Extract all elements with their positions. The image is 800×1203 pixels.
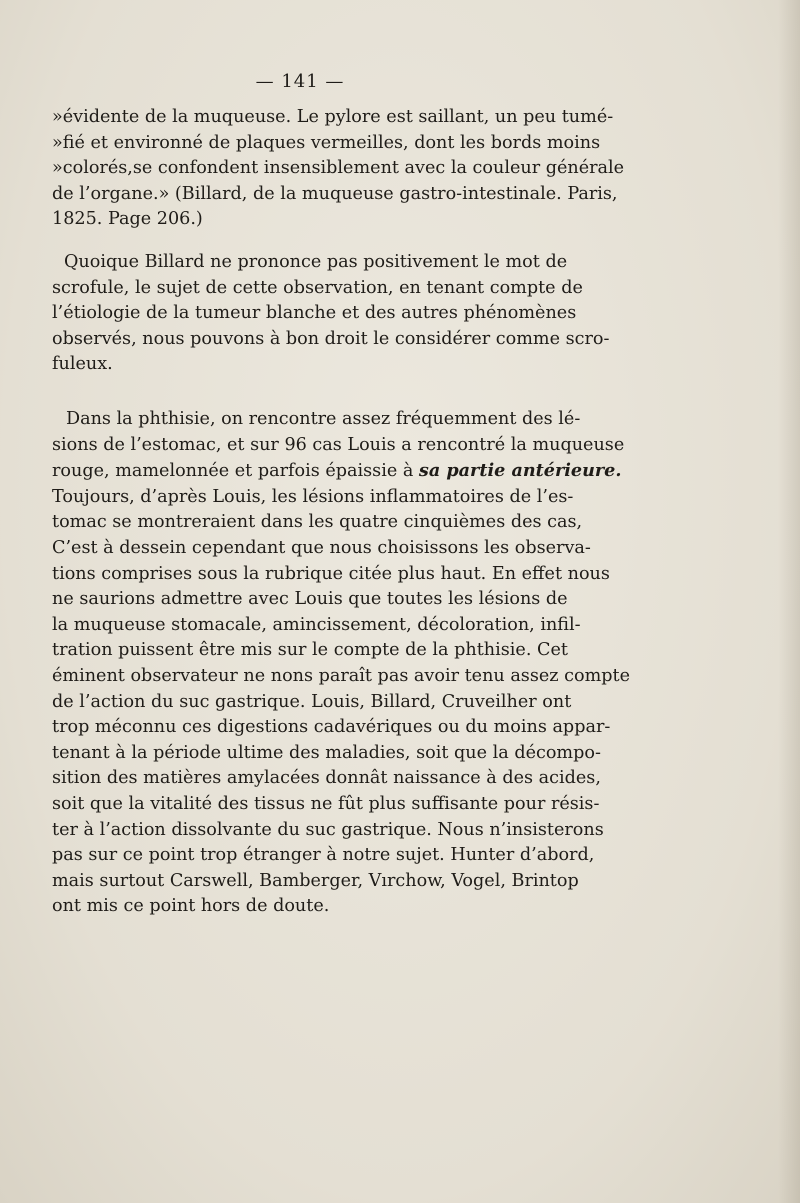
italic-fragment: sa partie antérieure. — [418, 460, 622, 482]
text-line: 1825. Page 206.) — [52, 209, 203, 230]
text-line: »colorés,se confondent insensiblement avec la couleur générale — [52, 158, 625, 179]
text-line: la muqueuse stomacale, amincissement, décoloration, infil- — [52, 614, 581, 635]
text-line: trop méconnu ces digestions cadavériques ou du moins appar- — [52, 717, 611, 738]
text-line: Quoique Billard ne prononce pas positivement le mot de — [64, 252, 568, 272]
text-line: éminent observateur ne nons paraît pas avoir tenu assez compte — [52, 665, 631, 686]
text-line: ter à l’action dissolvante du suc gastrique. Nous n’insisterons — [52, 819, 604, 840]
text-line: ne saurions admettre avec Louis que toutes les lésions de — [52, 589, 568, 610]
text-line: pas sur ce point trop étranger à notre sujet. Hunter d’abord, — [52, 845, 595, 866]
paragraph-phthisie — [52, 407, 631, 920]
text-line: tomac se montreraient dans les quatre cinquièmes des cas, — [52, 512, 583, 533]
text-line-with-italic — [52, 458, 622, 485]
paragraph-quote-end — [52, 105, 625, 233]
text-line: de l’action du suc gastrique. Louis, Billard, Cruveilher ont — [52, 691, 572, 712]
text-line: ont mis ce point hors de doute. — [52, 896, 330, 917]
text-line: de l’organe.» (Billard, de la muqueuse gastro-intestinale. Paris, — [52, 183, 618, 204]
page-number: — 141 — — [255, 71, 345, 92]
text-line: sition des matières amylacées donnât naissance à des acides, — [52, 768, 601, 789]
text-line: tions comprises sous la rubrique citée plus haut. En effet nous — [52, 563, 610, 584]
text-line: »évidente de la muqueuse. Le pylore est saillant, un peu tumé- — [52, 107, 614, 127]
text-line: »fié et environné de plaques vermeilles, dont les bords moins — [52, 132, 601, 153]
text-line: tration puissent être mis sur le compte de la phthisie. Cet — [52, 640, 568, 661]
text-line: mais surtout Carswell, Bamberger, Vırchow, Vogel, Brintop — [52, 870, 579, 891]
page-edge-shadow — [778, 0, 800, 1203]
text-line: sions de l’estomac, et sur 96 cas Louis a rencontré la muqueuse — [52, 434, 625, 455]
text-line: fuleux. — [52, 354, 113, 375]
text-line: tenant à la période ultime des maladies, soit que la décompo- — [52, 742, 601, 763]
text-line: Dans la phthisie, on rencontre assez fréquemment des lé- — [66, 409, 581, 429]
paragraph-billard-scrofule — [52, 250, 610, 378]
text-fragment: rouge, mamelonnée et parfois épaissie à — [52, 461, 419, 482]
text-line: l’étiologie de la tumeur blanche et des autres phénomènes — [52, 303, 577, 324]
text-line: C’est à dessein cependant que nous choisissons les observa- — [52, 537, 591, 558]
text-line: observés, nous pouvons à bon droit le considérer comme scro- — [52, 328, 610, 349]
text-line: Toujours, d’après Louis, les lésions inflammatoires de l’es- — [52, 486, 574, 507]
text-line: scrofule, le sujet de cette observation, en tenant compte de — [52, 277, 583, 298]
text-line: soit que la vitalité des tissus ne fût plus suffisante pour résis- — [52, 793, 600, 814]
